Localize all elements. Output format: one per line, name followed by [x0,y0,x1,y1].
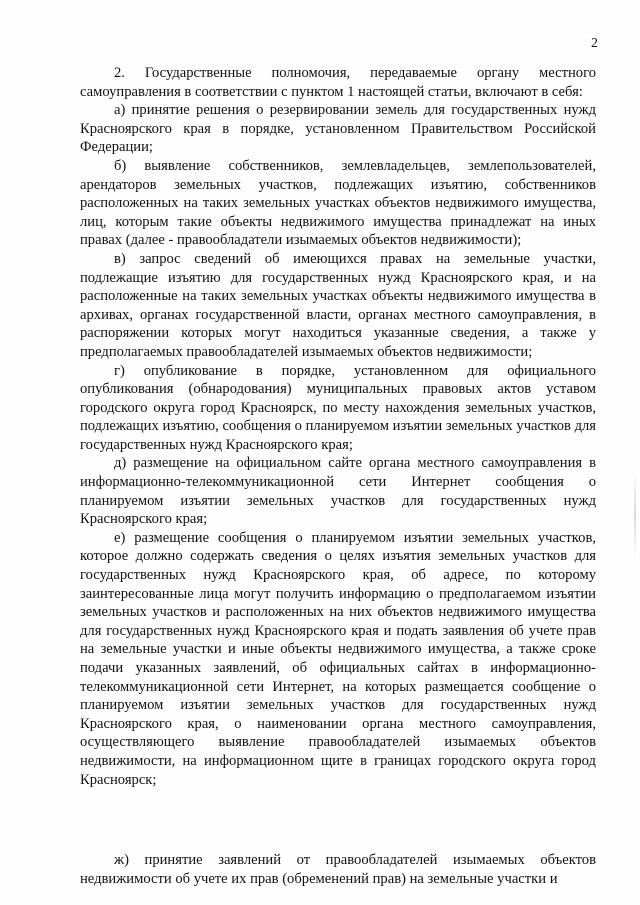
paragraph-item-v: в) запрос сведений об имеющихся правах на земельные участки, подлежащие изъятию для государственных нужд Красноярского края, и на расположенные на таких земельных участках объекты недвижимого имущества в архивах, органах государственной власти, органах местного самоуправления, в распоряжении которых могут находиться указанные сведения, а также у предполагаемых правообладателей изымаемых объектов недвижимости; [80,250,596,360]
page-number: 2 [591,36,598,51]
paragraph-item-zh: ж) принятие заявлений от правообладателей изымаемых объектов недвижимости об учете их прав (обременений прав) на земельные участки и [80,852,596,887]
paragraph-item-e: е) размещение сообщения о планируемом изъятии земельных участков, которое должно содержать сведения о целях изъятия земельных участков для государственных нужд Красноярского края, об адресе, по которому заинтересованные лица могут получить информацию о предполагаемом изъятии земельных участков и расположенных на них объектов недвижимого имущества для государственных нужд Красноярского края и подать заявления об учете прав на земельные участки и иные объекты недвижимого имущества, а также сроке подачи указанных заявлений, об официальных сайтах в информационно-телекоммуникационной сети Интернет, на которых размещается сообщение о планируемом изъятии земельных участков для государственных нужд Красноярского края, о наименовании органа местного самоуправления, осуществляющего выявление правообладателей изымаемых объектов недвижимости, на информационном щите в границах городского округа город Красноярск; [80,529,596,788]
paragraph-2-intro: 2. Государственные полномочия, передаваемые органу местного самоуправления в соответствии с пунктом 1 настоящей статьи, включают в себя: [80,65,596,100]
paragraph-item-g: г) опубликование в порядке, установленном для официального опубликования (обнародования) муниципальных правовых актов уставом городского округа город Красноярск, по месту нахождения земельных участков, подлежащих изъятию, сообщения о планируемом изъятии земельных участков для государственных нужд Красноярского края; [80,362,596,453]
paragraph-item-b: б) выявление собственников, землевладельцев, землепользователей, арендаторов земельных участков, подлежащих изъятию, собственников расположенных на таких земельных участках объектов недвижимого имущества, лиц, которым такие объекты недвижимого имущества принадлежат на иных правах (далее - правообладатели изымаемых объектов недвижимости); [80,157,596,249]
paragraph-item-a: а) принятие решения о резервировании земель для государственных нужд Красноярского края в порядке, установленном Правительством Российской Федерации; [80,102,596,156]
paragraph-gap [80,789,596,851]
scan-edge-mark [634,470,636,560]
document-body [80,64,596,888]
paragraph-item-d: д) размещение на официальном сайте органа местного самоуправления в информационно-телекоммуникационной сети Интернет сообщения о планируемом изъятии земельных участков для государственных нужд Красноярского края; [80,455,596,528]
